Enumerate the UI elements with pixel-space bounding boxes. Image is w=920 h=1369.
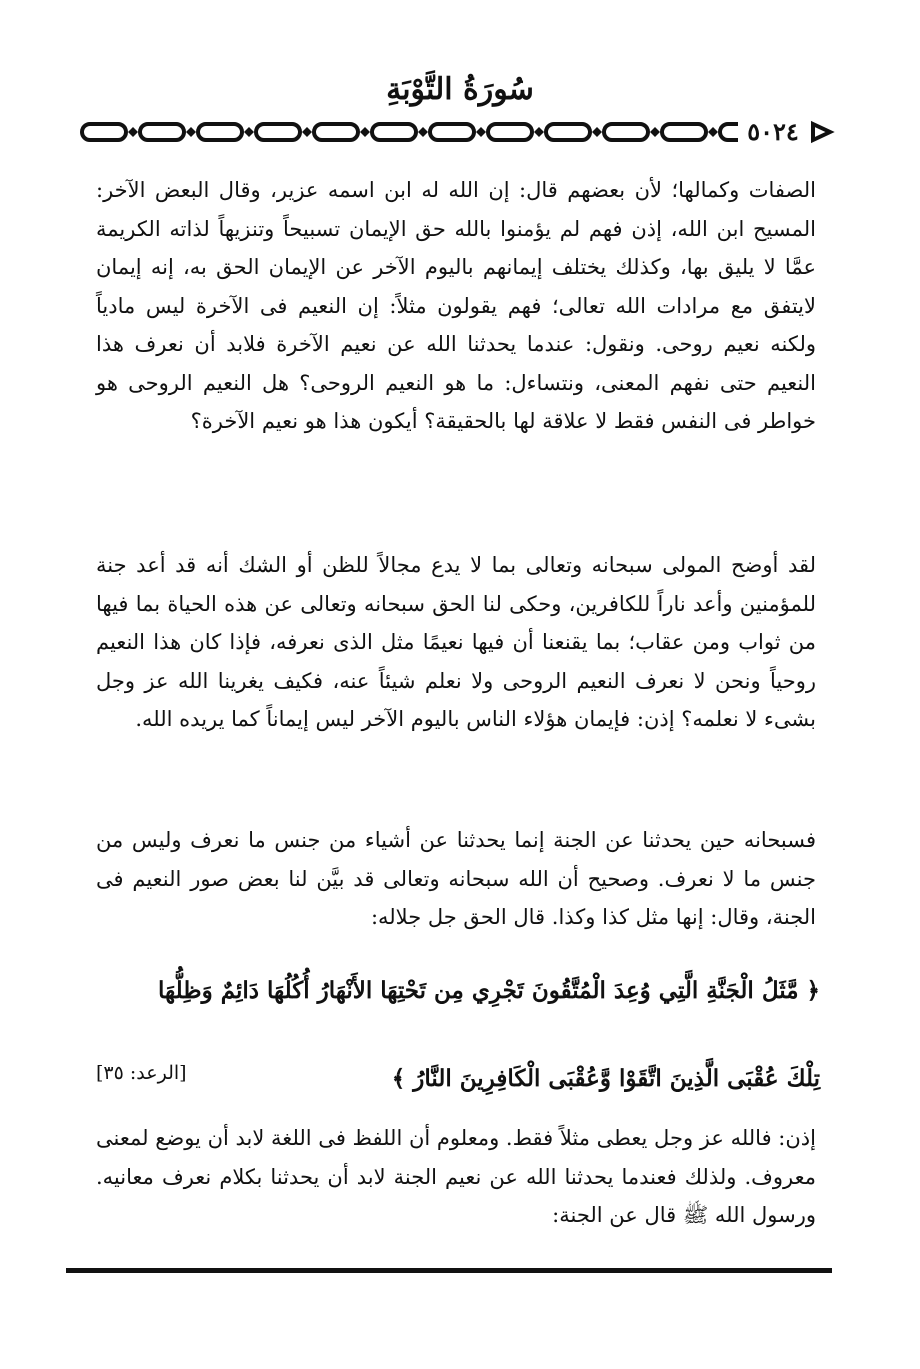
surah-title: سُورَةُ التَّوْبَةِ	[386, 72, 534, 107]
paragraph-text: لقد أوضح المولى سبحانه وتعالى بما لا يدع مجالاً للظن أو الشك أنه قد أعد جنة للمؤمنين وأعد ناراً للكافرين، وحكى لنا الحق سبحانه وتعالى عن هذه الحياة بما فيها من ثواب ومن عقاب؛ بما يقنعنا أن فيها نعيمًا مثل الذى نعرفه، فإذا كان هذا النعيم روحياً ونحن لا نعرف النعيم الروحى ولا نعلم شيئاً عنه، فكيف يغرينا الله عز وجل بشىء لا نعلمه؟ إذن: فإيمان هؤلاء الناس باليوم الآخر ليس إيماناً كما يريده الله.	[96, 553, 816, 731]
paragraph-text: فسبحانه حين يحدثنا عن الجنة إنما يحدثنا عن أشياء من جنس ما نعرف وليس من جنس ما لا نعرف. وصحيح أن الله سبحانه وتعالى قد بيَّن لنا بعض صور النعيم فى الجنة، وقال: إنها مثل كذا وكذا. قال الحق جل جلاله:	[96, 828, 816, 929]
verse-reference: [الرعد: ٣٥]	[96, 1062, 187, 1084]
quran-verse-line-2: تِلْكَ عُقْبَى الَّذِينَ اتَّقَوْا وَّعُقْبَى الْكَافِرِينَ النَّارُ ﴾	[391, 1065, 820, 1092]
paragraph-text: الصفات وكمالها؛ لأن بعضهم قال: إن الله له ابن اسمه عزير، وقال البعض الآخر: المسيح ابن الله، إذن فهم لم يؤمنوا بالله حق الإيمان تسبيحاً وتنزيهاً لذاته الكريمة عمَّا لا يليق بها، وكذلك يختلف إيمانهم باليوم الآخر عن الإيمان الحق به، إنه إيمان لايتفق مع مرادات الله تعالى؛ فهم يقولون مثلاً: إن النعيم فى الآخرة ليس مادياً ولكنه نعيم روحى. ونقول: عندما يحدثنا الله عن نعيم الآخرة فلابد أن نعرف هذا النعيم حتى نفهم المعنى، ونتساءل: ما هو النعيم الروحى؟ هل النعيم الروحى هو خواطر فى النفس فقط لا علاقة لها بالحقيقة؟ أيكون هذا هو نعيم الآخرة؟	[96, 178, 817, 433]
paragraph-1	[96, 171, 816, 441]
paragraph-3	[96, 821, 816, 937]
paragraph-4	[96, 1119, 816, 1235]
decorative-chain-border	[78, 118, 838, 146]
quran-verse-line-1: ﴿ مَّثَلُ الْجَنَّةِ الَّتِي وُعِدَ الْمُتَّقُونَ تَجْرِي مِن تَحْتِهَا الأَنْهَارُ أُكُلُهَا دَائِمٌ وَظِلُّهَا	[158, 977, 820, 1004]
paragraph-2	[96, 546, 816, 739]
footer-rule	[66, 1268, 832, 1273]
page-number: ٥٠٢٤	[738, 118, 808, 146]
paragraph-text: إذن: فالله عز وجل يعطى مثلاً فقط. ومعلوم أن اللفظ فى اللغة لابد أن يوضع لمعنى معروف. ولذلك فعندما يحدثنا الله عن نعيم الجنة لابد أن يحدثنا بكلام نعرف معانيه. ورسول الله ﷺ قال عن الجنة:	[96, 1126, 816, 1227]
